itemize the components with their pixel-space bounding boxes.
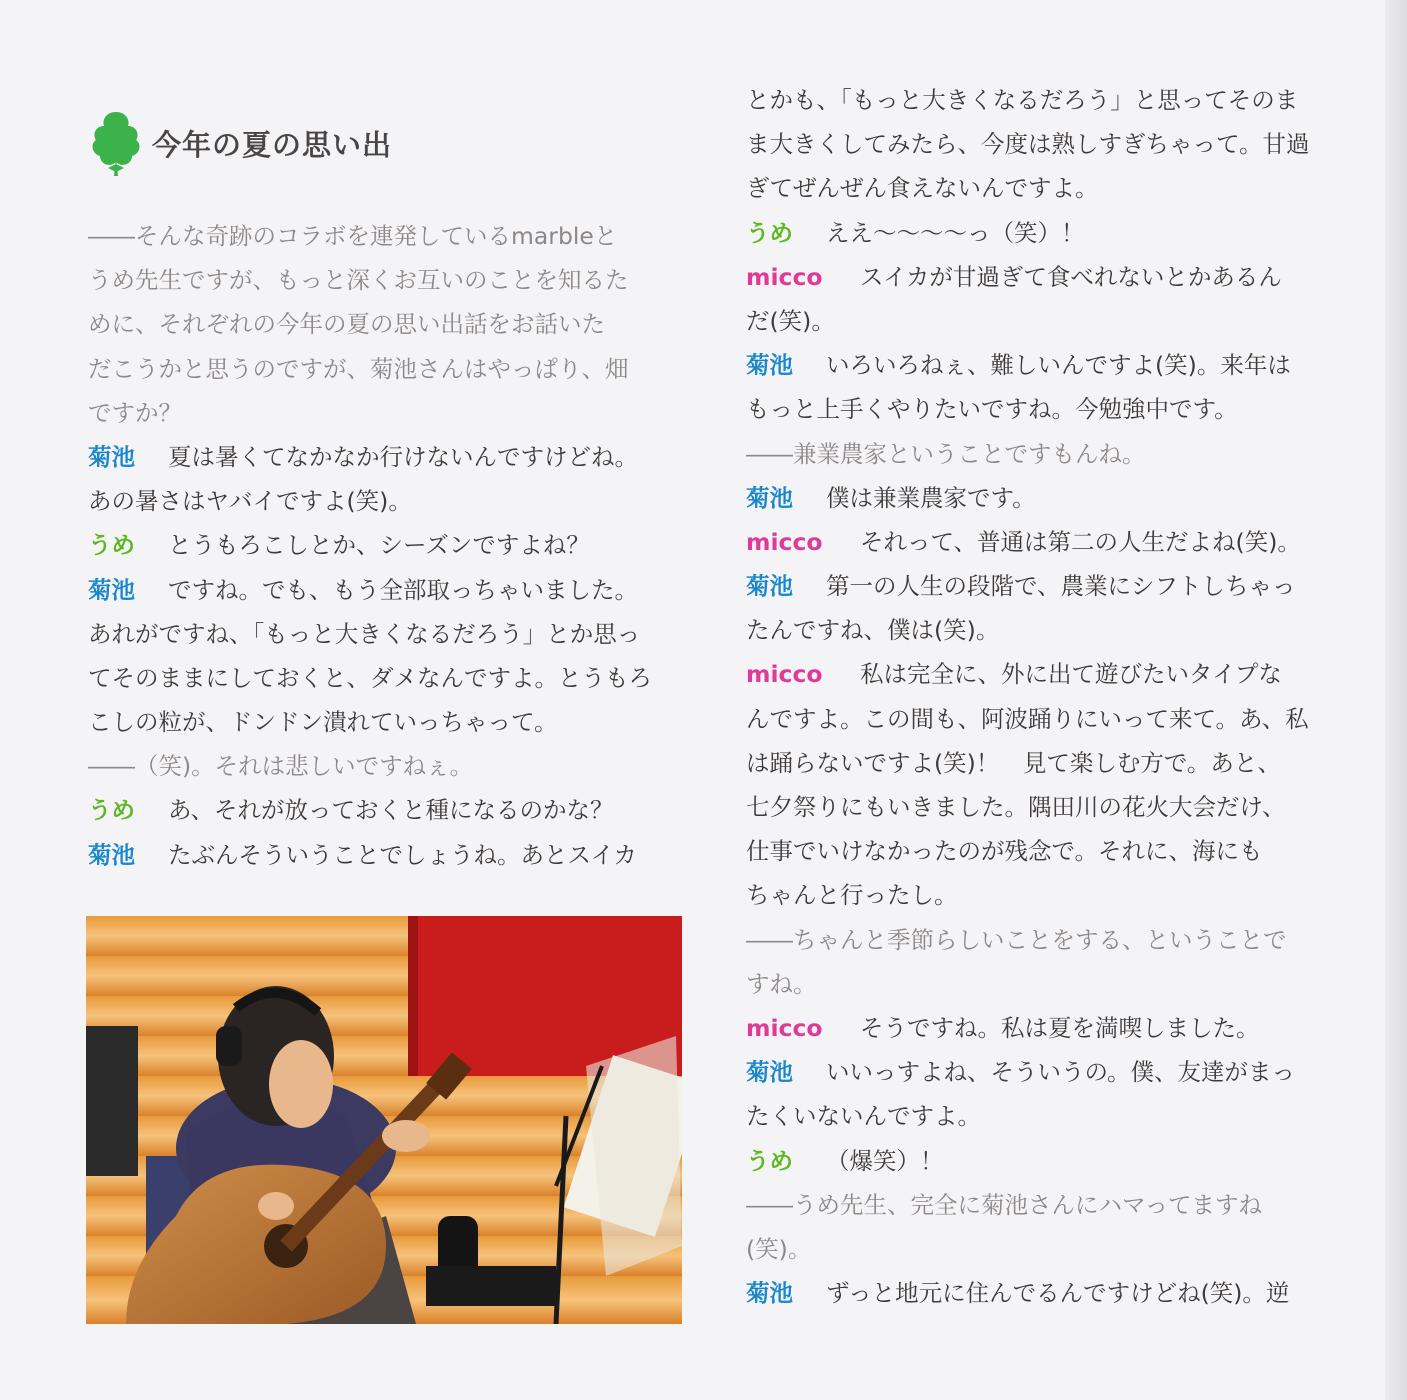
dialogue-line — [746, 476, 1338, 520]
line-text: いろいろねぇ、難しいんですよ(笑)。来年は — [826, 351, 1291, 380]
line-text: ぎてぜんぜん食えないんですよ。 — [746, 174, 1099, 203]
dialogue-line — [746, 1006, 1338, 1050]
interviewer-line — [88, 302, 680, 346]
interviewer-line — [88, 214, 680, 258]
text-line — [746, 299, 1338, 343]
line-text: あれがですね、「もっと大きくなるだろう」とか思っ — [88, 619, 641, 648]
dialogue-line — [746, 211, 1338, 255]
speaker-name: 菊池 — [88, 840, 135, 869]
right-text-column — [746, 78, 1338, 1315]
line-text: すね。 — [746, 969, 817, 998]
line-text: ええ〜〜〜〜っ（笑）！ — [826, 218, 1085, 247]
dialogue-line — [88, 833, 680, 877]
interviewer-line — [746, 918, 1338, 962]
dialogue-line — [88, 788, 680, 832]
line-text: たんですね、僕は(笑)。 — [746, 616, 1000, 645]
line-text: うめ先生ですが、もっと深くお互いのことを知るた — [88, 266, 629, 295]
line-text: ――うめ先生、完全に菊池さんにハマってますね — [746, 1190, 1263, 1219]
speaker-name: 菊池 — [746, 483, 793, 512]
line-text: もっと上手くやりたいですね。今勉強中です。 — [746, 395, 1238, 424]
text-line — [746, 829, 1338, 873]
text-line — [746, 387, 1338, 431]
line-text: とかも、「もっと大きくなるだろう」と思ってそのま — [746, 86, 1299, 114]
studio-photo — [86, 916, 682, 1324]
dialogue-line — [746, 255, 1338, 299]
photo-guitarist-in-studio — [86, 916, 682, 1324]
line-text: (笑)。 — [746, 1234, 812, 1263]
line-text: ――ちゃんと季節らしいことをする、ということで — [746, 925, 1287, 954]
text-line — [88, 479, 680, 523]
line-text: 第一の人生の段階で、農業にシフトしちゃっ — [826, 572, 1296, 601]
text-line — [746, 608, 1338, 652]
dialogue-line — [88, 568, 680, 612]
speaker-name: うめ — [88, 531, 135, 560]
dialogue-line — [746, 1271, 1338, 1315]
text-line — [88, 700, 680, 744]
speaker-name: 菊池 — [88, 442, 135, 471]
speaker-name: micco — [746, 1013, 823, 1042]
dialogue-line — [746, 520, 1338, 564]
line-text: 夏は暑くてなかなか行けないんですけどね。 — [168, 442, 638, 471]
line-text: （爆笑）！ — [826, 1146, 944, 1175]
speaker-name: 菊池 — [88, 575, 135, 604]
page-title: 今年の夏の思い出 — [152, 127, 393, 162]
speaker-name: 菊池 — [746, 1279, 793, 1308]
line-text: だこうかと思うのですが、菊池さんはやっぱり、畑 — [88, 354, 629, 383]
interviewer-line — [88, 391, 680, 435]
speaker-name: うめ — [746, 218, 793, 247]
line-text: てそのままにしておくと、ダメなんですよ。とうもろ — [88, 663, 652, 692]
line-text: ですね。でも、もう全部取っちゃいました。 — [168, 575, 638, 604]
line-text: ――兼業農家ということですもんね。 — [746, 439, 1146, 468]
page-edge — [1385, 0, 1407, 1400]
line-text: いいっすよね、そういうの。僕、友達がまっ — [826, 1058, 1296, 1087]
line-text: たぶんそういうことでしょうね。あとスイカ — [168, 840, 637, 869]
speaker-name: micco — [746, 660, 823, 689]
line-text: ちゃんと行ったし。 — [746, 881, 958, 910]
line-text: んですよ。この間も、阿波踊りにいって来て。あ、私 — [746, 704, 1309, 733]
text-line — [746, 873, 1338, 917]
section-heading — [88, 108, 392, 178]
speaker-name: 菊池 — [746, 351, 793, 380]
dialogue-line — [746, 1139, 1338, 1183]
speaker-name: 菊池 — [746, 1058, 793, 1087]
text-line — [88, 656, 680, 700]
speaker-name: うめ — [746, 1146, 793, 1175]
speaker-name: うめ — [88, 796, 135, 825]
text-line — [746, 697, 1338, 741]
line-text: 七夕祭りにもいきました。隅田川の花火大会だけ、 — [746, 793, 1286, 821]
line-text: あの暑さはヤバイですよ(笑)。 — [88, 487, 412, 516]
clover-leaf-icon — [88, 108, 144, 178]
dialogue-line — [88, 435, 680, 479]
dialogue-line — [746, 343, 1338, 387]
text-line — [746, 122, 1338, 166]
line-text: ――そんな奇跡のコラボを連発しているmarbleと — [88, 222, 618, 250]
interviewer-line — [746, 1227, 1338, 1271]
line-text: それって、普通は第二の人生だよね(笑)。 — [860, 527, 1301, 556]
line-text: あ、それが放っておくと種になるのかな？ — [168, 796, 614, 825]
interviewer-line — [88, 744, 680, 788]
line-text: こしの粒が、ドンドン潰れていっちゃって。 — [88, 708, 558, 737]
interviewer-line — [88, 258, 680, 302]
line-text: ずっと地元に住んでるんですけどね(笑)。逆 — [826, 1279, 1290, 1308]
dialogue-line — [88, 523, 680, 567]
line-text: めに、それぞれの今年の夏の思い出話をお話いた — [88, 310, 605, 339]
speaker-name: micco — [746, 262, 823, 291]
speaker-name: 菊池 — [746, 572, 793, 601]
dialogue-line — [746, 564, 1338, 608]
line-text: だ(笑)。 — [746, 306, 835, 335]
line-text: そうですね。私は夏を満喫しました。 — [860, 1013, 1260, 1042]
speaker-name: micco — [746, 527, 823, 556]
text-line — [746, 78, 1338, 122]
line-text: ――（笑)。それは悲しいですねぇ。 — [88, 752, 474, 781]
line-text: ですか？ — [88, 398, 182, 427]
interviewer-line — [746, 432, 1338, 476]
line-text: スイカが甘過ぎて食べれないとかあるん — [860, 262, 1282, 291]
text-line — [746, 1094, 1338, 1138]
line-text: とうもろこしとか、シーズンですよね？ — [168, 531, 590, 560]
interviewer-line — [746, 962, 1338, 1006]
line-text: たくいないんですよ。 — [746, 1102, 981, 1131]
line-text: は踊らないですよ(笑)！ 見て楽しむ方で。あと、 — [746, 748, 1281, 777]
line-text: 私は完全に、外に出て遊びたいタイプな — [860, 660, 1282, 689]
interviewer-line — [746, 1183, 1338, 1227]
line-text: 仕事でいけなかったのが残念で。それに、海にも — [746, 837, 1263, 866]
interviewer-line — [88, 347, 680, 391]
dialogue-line — [746, 1050, 1338, 1094]
text-line — [746, 741, 1338, 785]
text-line — [88, 612, 680, 656]
dialogue-line — [746, 652, 1338, 696]
text-line — [746, 785, 1338, 829]
line-text: 僕は兼業農家です。 — [826, 483, 1036, 512]
left-text-column — [88, 214, 680, 877]
line-text: ま大きくしてみたら、今度は熟しすぎちゃって。甘過 — [746, 130, 1310, 159]
text-line — [746, 166, 1338, 210]
